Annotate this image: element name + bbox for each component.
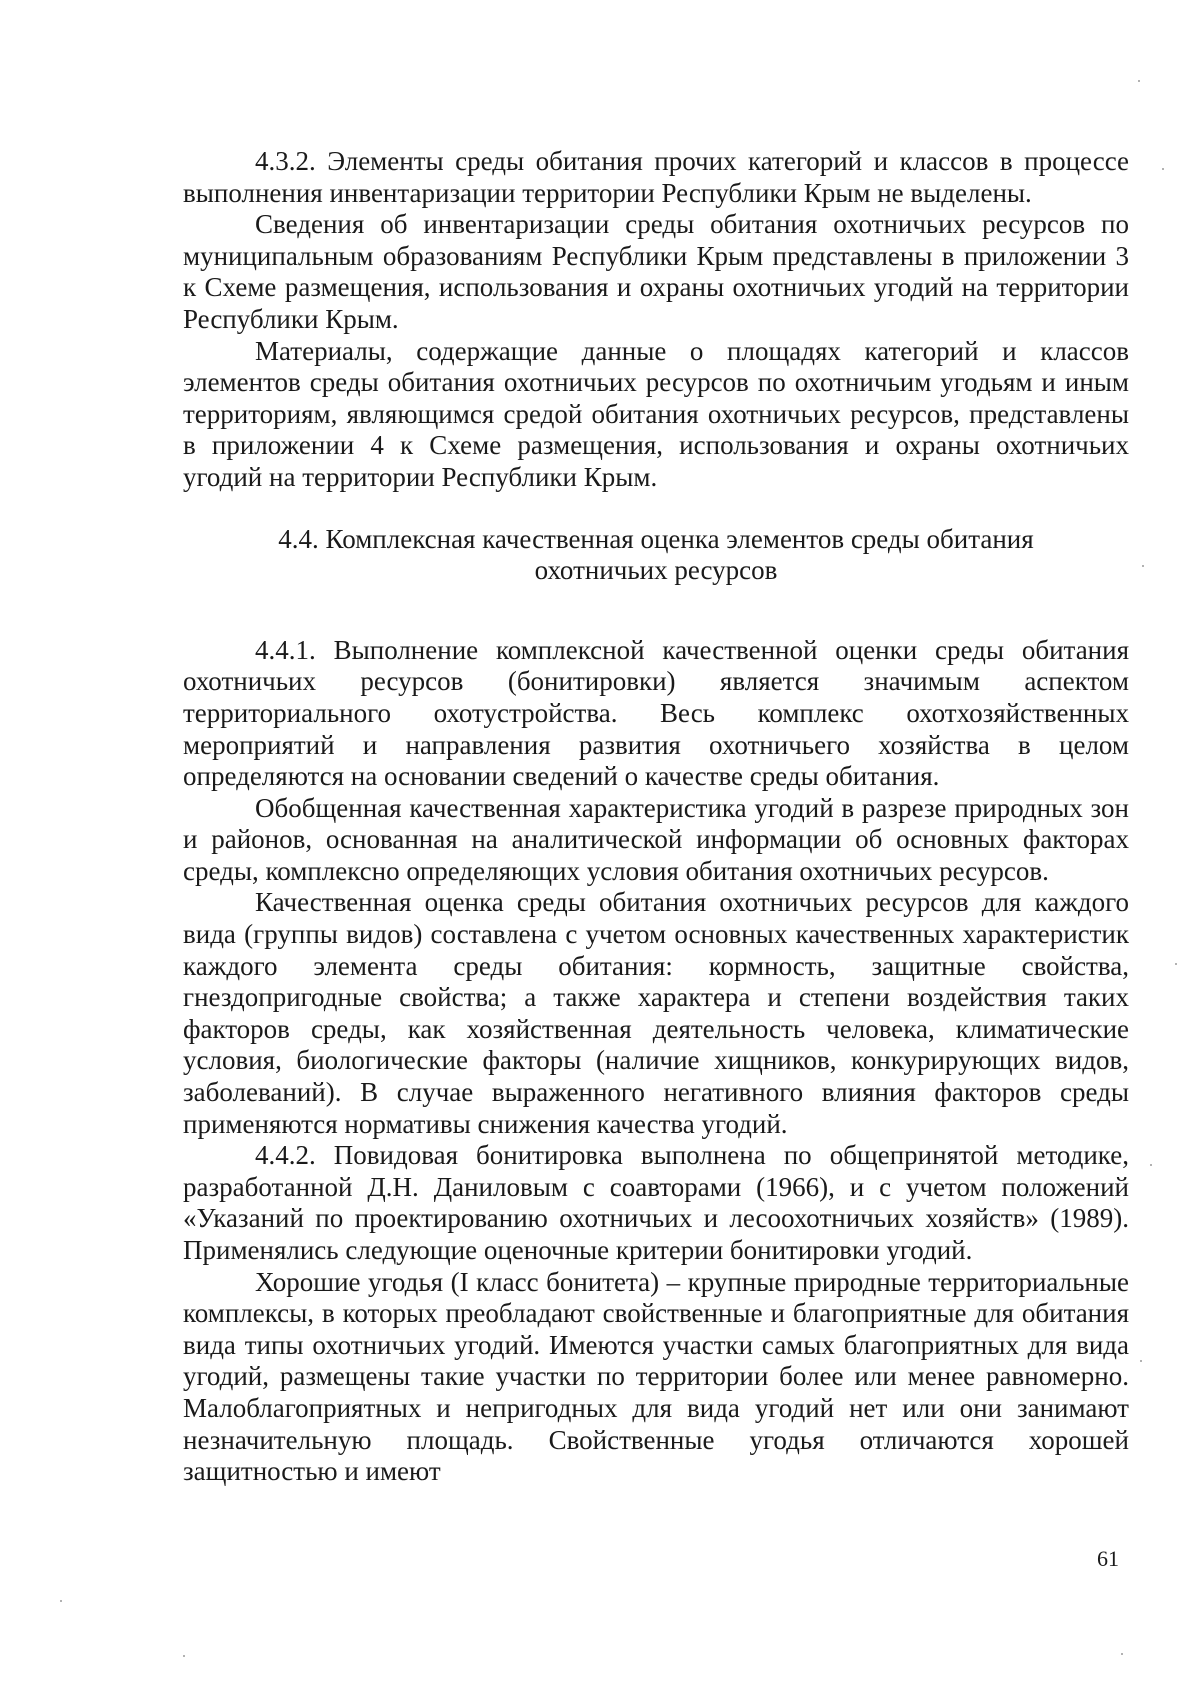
scan-speck: [1140, 1360, 1142, 1362]
paragraph-quality-assessment: Качественная оценка среды обитания охотничьих ресурсов для каждого вида (группы видов) составлена с учетом основных качественных характеристик каждого элемента среды обитания: кормность, защитные свойства, гнездопригодные свойства; а также характера и степени воздействия таких факторов среды, как хозяйственная деятельность человека, климатические условия, биологические факторы (наличие хищников, конкурирующих видов, заболеваний). В случае выраженного негативного влияния факторов среды применяются нормативы снижения качества угодий.: [183, 887, 1129, 1139]
scan-speck: [1138, 80, 1140, 82]
paragraph-materials: Материалы, содержащие данные о площадях категорий и классов элементов среды обитания охотничьих ресурсов по охотничьим угодьям и иным территориям, являющимся средой обитания охотничьих ресурсов, представлены в приложении 4 к Схеме размещения, использования и охраны охотничьих угодий на территории Республики Крым.: [183, 335, 1129, 492]
paragraph-generalized-characteristic: Обобщенная качественная характеристика угодий в разрезе природных зон и районов, основанная на аналитической информации об основных факторах среды, комплексно определяющих условия обитания охотничьих ресурсов.: [183, 792, 1129, 886]
spacer: [183, 494, 1129, 524]
section-heading-line-2: охотничьих ресурсов: [534, 555, 778, 586]
paragraph-4-4-2: 4.4.2. Повидовая бонитировка выполнена по общепринятой методике, разработанной Д.Н. Даниловым с соавторами (1966), и с учетом положений «Указаний по проектированию охотничьих и лесоохотничьих хозяйств» (1989). Применялись следующие оценочные критерии бонитировки угодий.: [183, 1140, 1129, 1265]
page-number: 61: [1097, 1546, 1119, 1571]
paragraph-4-3-2: 4.3.2. Элементы среды обитания прочих категорий и классов в процессе выполнения инвентаризации территории Республики Крым не выделены.: [183, 146, 1129, 208]
scan-speck: [60, 1600, 62, 1602]
document-body: [183, 146, 1129, 1488]
paragraph-4-4-1: 4.4.1. Выполнение комплексной качественной оценки среды обитания охотничьих ресурсов (бонитировки) является значимым аспектом территориального охотустройства. Весь комплекс охотхозяйственных мероприятий и направления развития охотничьего хозяйства в целом определяются на основании сведений о качестве среды обитания.: [183, 634, 1129, 792]
spacer: [183, 587, 1129, 635]
scan-speck: [183, 1655, 185, 1657]
scan-speck: [1175, 963, 1177, 965]
paragraph-inventory-info: Сведения об инвентаризации среды обитания охотничьих ресурсов по муниципальным образованиям Республики Крым представлены в приложении 3 к Схеме размещения, использования и охраны охотничьих угодий на территории Республики Крым.: [183, 209, 1129, 334]
paragraph-good-lands: Хорошие угодья (I класс бонитета) – крупные природные территориальные комплексы, в которых преобладают свойственные и благоприятные для обитания вида типы охотничьих угодий. Имеются участки самых благоприятных для вида угодий, размещены такие участки по территории более или менее равномерно. Малоблагоприятных и непригодных для вида угодий нет или они занимают незначительную площадь. Свойственные угодья отличаются хорошей защитностью и имеют: [183, 1266, 1129, 1487]
scan-speck: [1142, 565, 1144, 567]
scan-speck: [1162, 168, 1164, 170]
scan-speck: [1121, 1653, 1123, 1655]
scan-speck: [1150, 1164, 1152, 1166]
section-heading-4-4: [183, 524, 1129, 587]
section-heading-line-1: 4.4. Комплексная качественная оценка элементов среды обитания: [278, 523, 1034, 554]
